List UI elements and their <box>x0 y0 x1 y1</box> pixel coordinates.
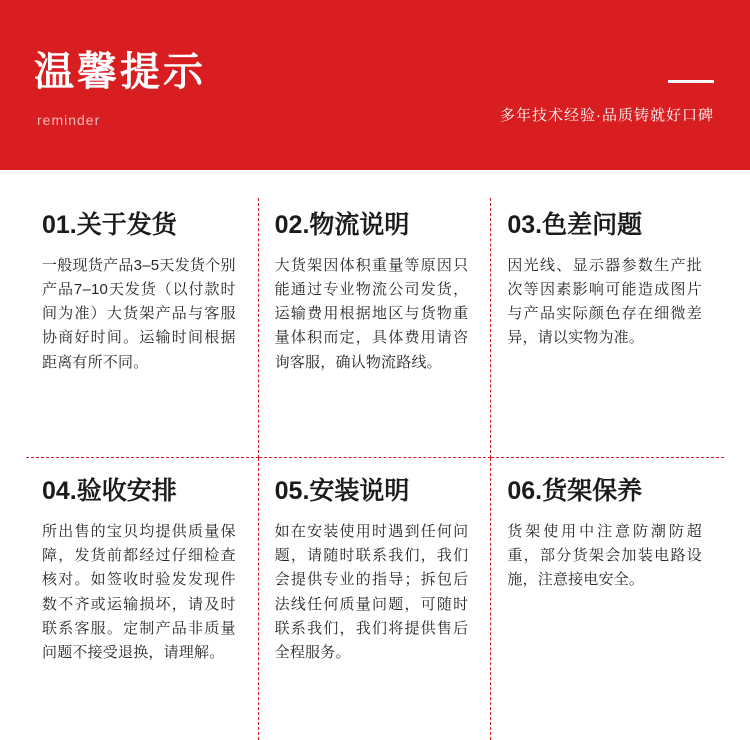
note-body-04: 所出售的宝贝均提供质量保障，发货前都经过仔细检查核对。如签收时验发发现件数不齐或运输损坏，请及时联系客服。定制产品非质量问题不接受退换，请理解。 <box>42 522 236 662</box>
note-number-03: 03. <box>507 211 543 239</box>
note-body-06: 货架使用中注意防潮防超重，部分货架会加装电路设施，注意接电安全。 <box>507 522 702 589</box>
note-title-05: 安装说明 <box>309 477 410 506</box>
note-heading-01 <box>42 212 236 240</box>
page-subtitle: reminder <box>37 112 101 128</box>
note-number-02: 02. <box>274 211 310 239</box>
note-heading-04 <box>42 478 236 506</box>
note-title-01: 关于发货 <box>76 211 177 239</box>
note-body-05: 如在安装使用时遇到任何问题，请随时联系我们，我们会提供专业的指导；拆包后法线任何质量问题，可随时联系我们，我们将提供售后全程服务。 <box>274 522 469 662</box>
note-heading-02 <box>275 212 469 240</box>
note-heading-06 <box>507 478 702 506</box>
note-body-01: 一般现货产品3–5天发货个别产品7–10天发货（以付款时间为准）大货架产品与客服协商好时间。运输时间根据距离有所不同。 <box>42 256 236 371</box>
note-card-03 <box>491 198 724 458</box>
note-number-04: 04. <box>42 477 77 506</box>
note-number-05: 05. <box>274 477 310 506</box>
note-card-04 <box>26 458 259 740</box>
note-heading-03 <box>507 212 702 240</box>
note-body-03: 因光线、显示器参数生产批次等因素影响可能造成图片与产品实际颜色存在细微差异，请以实物为准。 <box>507 256 702 347</box>
banner-slogan: 多年技术经验·品质铸就好口碑 <box>500 107 714 124</box>
header-banner <box>0 0 750 170</box>
note-title-02: 物流说明 <box>309 211 410 239</box>
note-card-01 <box>26 198 259 458</box>
note-number-01: 01. <box>42 211 77 239</box>
note-number-06: 06. <box>507 477 543 506</box>
divider-dash <box>668 80 714 83</box>
note-card-06 <box>491 458 724 740</box>
note-title-04: 验收安排 <box>76 477 177 506</box>
note-card-02 <box>259 198 492 458</box>
note-heading-05 <box>275 478 469 506</box>
note-card-05 <box>259 458 492 740</box>
note-body-02: 大货架因体积重量等原因只能通过专业物流公司发货，运输费用根据地区与货物重量体积而定，具体费用请咨询客服，确认物流路线。 <box>274 256 469 371</box>
note-title-03: 色差问题 <box>542 211 643 239</box>
page-title: 温馨提示 <box>34 50 206 94</box>
note-title-06: 货架保养 <box>542 477 643 506</box>
notes-grid <box>0 170 750 740</box>
